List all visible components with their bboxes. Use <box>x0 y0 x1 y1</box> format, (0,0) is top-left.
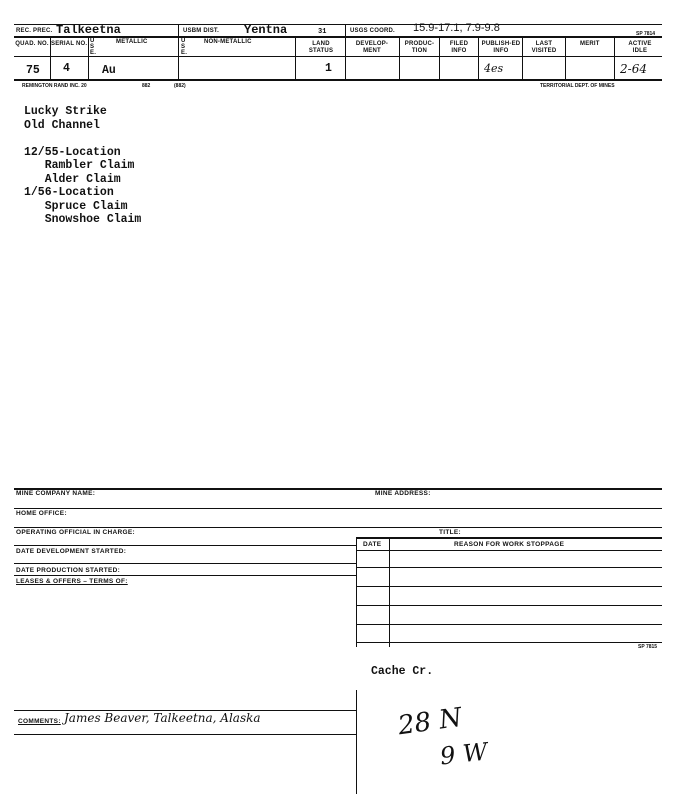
cache-creek: Cache Cr. <box>371 665 434 678</box>
rule <box>356 624 662 625</box>
rule <box>356 567 662 568</box>
rec-prec-label: REC. PREC. <box>16 28 53 34</box>
divider <box>356 537 357 647</box>
row-land-status: 1 <box>325 62 332 75</box>
comments-label: COMMENTS: <box>18 718 61 725</box>
form-top-rule <box>14 488 662 490</box>
hand-township: 28 N <box>396 702 464 742</box>
note-line <box>24 132 141 146</box>
col-active-idle: ACTIVE IDLE <box>628 41 652 54</box>
stoppage-table-top <box>356 537 662 539</box>
hand-range: 9 W <box>438 737 489 771</box>
printer-code-2: (882) <box>174 83 186 89</box>
rule <box>356 605 662 606</box>
col-last-visited: LAST VISITED <box>531 41 557 54</box>
stoppage-reason-col: REASON FOR WORK STOPPAGE <box>454 541 565 548</box>
divider <box>389 537 390 647</box>
rule <box>14 563 356 564</box>
divider <box>614 36 615 79</box>
col-u-s-e-2: U S E. <box>181 38 188 56</box>
usbm-dist-code: 31 <box>318 28 327 36</box>
col-u-s-e: U S E. <box>90 38 97 56</box>
divider <box>295 36 296 79</box>
col-land-status: LAND STATUS <box>308 41 334 54</box>
row-quad: 75 <box>26 64 40 77</box>
rule <box>14 508 662 509</box>
note-line: Alder Claim <box>24 172 121 186</box>
form-number-2: SP 7815 <box>638 644 658 650</box>
rule <box>14 734 356 735</box>
comments-value: James Beaver, Talkeetna, Alaska <box>64 711 261 725</box>
note-line: 12/55-Location <box>24 145 121 159</box>
divider <box>565 36 566 79</box>
operating-official-label: OPERATING OFFICIAL IN CHARGE: <box>16 529 135 536</box>
note-line: Rambler Claim <box>24 159 135 172</box>
dept-line: TERRITORIAL DEPT. OF MINES <box>540 83 615 89</box>
rule <box>14 545 356 546</box>
divider <box>345 24 346 79</box>
rule <box>356 550 662 551</box>
rule <box>14 575 356 576</box>
usgs-coord-label: USGS COORD. <box>350 28 395 34</box>
col-published-info: PUBLISH-ED INFO <box>481 41 521 54</box>
date-production-label: DATE PRODUCTION STARTED: <box>16 567 121 574</box>
divider <box>399 36 400 79</box>
col-filed-info: FILED INFO <box>449 41 469 54</box>
divider <box>478 36 479 79</box>
rec-prec-value: Talkeetna <box>56 23 121 37</box>
printer-line: REMINGTON RAND INC. 20 <box>22 83 87 89</box>
note-line: 1/56-Location <box>24 186 114 199</box>
row-serial: 4 <box>63 62 70 75</box>
usbm-dist-label: USBM DIST. <box>183 28 220 34</box>
leases-label: LEASES & OFFERS – TERMS OF: <box>16 578 128 585</box>
row-metallic: Au <box>102 64 116 77</box>
usgs-coord-value: 15.9-17.1, 7.9-9.8 <box>413 22 500 34</box>
col-metallic: METALLIC <box>116 39 148 45</box>
usbm-dist-value: Yentna <box>244 23 288 37</box>
divider <box>88 36 89 79</box>
home-office-label: HOME OFFICE: <box>16 510 67 517</box>
title-label: TITLE: <box>439 529 462 536</box>
notes-block <box>24 105 141 227</box>
col-production: PRODUC-TION <box>404 41 435 54</box>
stoppage-date-col: DATE <box>363 541 382 548</box>
col-serial-no: SERIAL NO. <box>51 41 88 47</box>
divider <box>522 36 523 79</box>
rule <box>356 642 662 643</box>
divider <box>439 36 440 79</box>
col-quad-no: QUAD. NO. <box>15 41 49 47</box>
note-line: Old Channel <box>24 118 100 132</box>
divider <box>178 24 179 79</box>
note-line: Snowshoe Claim <box>24 213 142 226</box>
row-active: 2-64 <box>620 62 647 76</box>
printer-code-1: 882 <box>142 83 151 89</box>
divider <box>356 690 357 794</box>
mine-company-name-label: MINE COMPANY NAME: <box>16 490 96 497</box>
note-line: Spruce Claim <box>24 199 128 213</box>
form-number: SP 7814 <box>636 31 656 37</box>
row-published: 4es <box>484 62 504 75</box>
col-development: DEVELOP-MENT <box>355 41 389 54</box>
header-bottom-rule <box>14 79 662 81</box>
date-development-label: DATE DEVELOPMENT STARTED: <box>16 548 127 555</box>
rule <box>14 527 662 528</box>
note-line: Lucky Strike <box>24 105 107 118</box>
rule <box>356 586 662 587</box>
col-merit: MERIT <box>580 41 600 47</box>
col-non-metallic: NON-METALLIC <box>204 39 252 45</box>
mine-address-label: MINE ADDRESS: <box>375 490 431 497</box>
